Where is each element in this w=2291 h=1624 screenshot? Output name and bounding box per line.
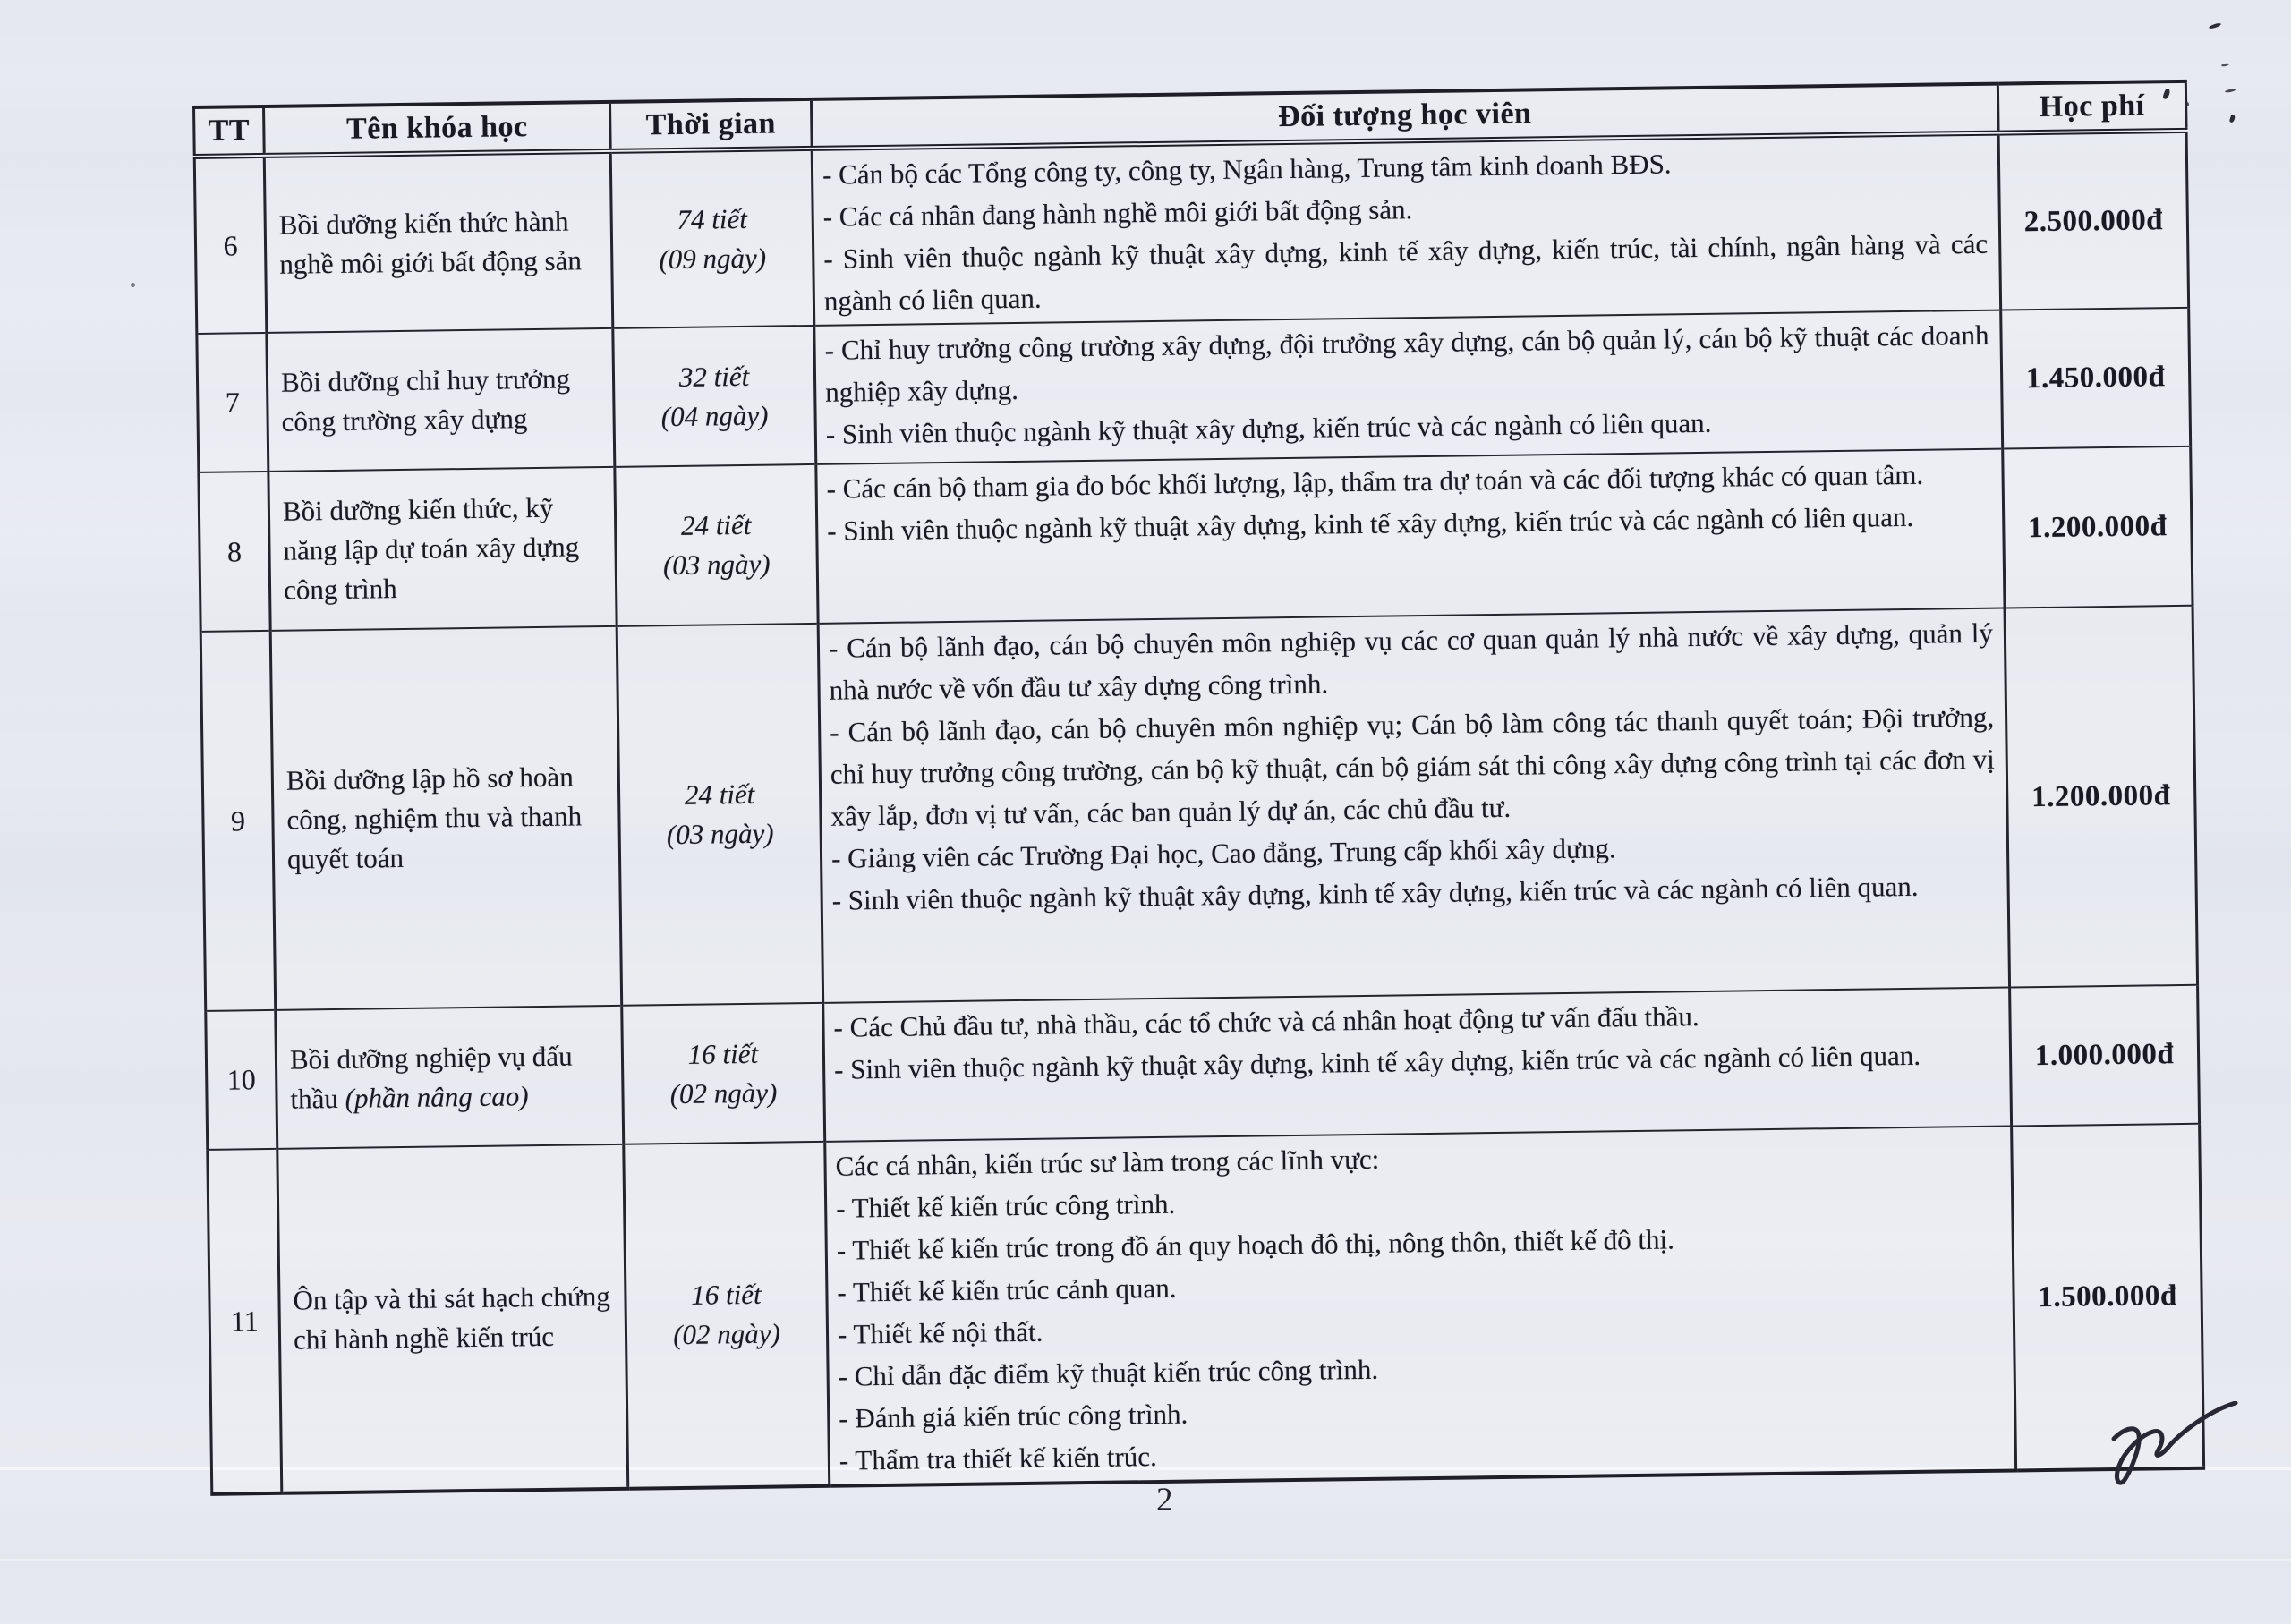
course-duration: 24 tiết (03 ngày) <box>617 624 823 1006</box>
course-fee: 1.500.000đ <box>2012 1124 2204 1471</box>
course-name-text: Bồi dưỡng kiến thức hành nghề môi giới bất động sản <box>278 205 583 280</box>
course-duration: 32 tiết (04 ngày) <box>613 326 816 467</box>
course-fee: 1.000.000đ <box>2010 985 2200 1127</box>
signature-initials-icon <box>2101 1401 2271 1535</box>
table-row <box>206 985 2200 1150</box>
course-name <box>268 467 617 631</box>
header-audience: Đối tượng học viên <box>811 84 1998 149</box>
course-audience: - Cán bộ lãnh đạo, cán bộ chuyên môn nghiệp vụ các cơ quan quản lý nhà nước về xây dựng, quản lý nhà nước về vốn đầu tư xây dựng công trình. - Cán bộ lãnh đạo, cán bộ chuyên môn nghiệp vụ; Cán bộ làm công tác thanh quyết toán; Đội trưởng, chỉ huy trưởng công trường, cán bộ kỹ thuật, cán bộ giám sát thi công xây dựng công trình tại các đơn vị xây lắp, đơn vị tư vấn, các ban quản lý dự án, các chủ đầu tư. - Giảng viên các Trường Đại học, Cao đẳng, Trung cấp khối xây dựng. - Sinh viên thuộc ngành kỹ thuật xây dựng, kinh tế xây dựng, kiến trúc và các ngành có liên quan. <box>818 608 2009 1003</box>
course-name <box>267 328 615 472</box>
course-name-text: Bồi dưỡng chỉ huy trưởng công trường xây dựng <box>280 362 571 438</box>
course-audience: - Cán bộ các Tổng công ty, công ty, Ngân hàng, Trung tâm kinh doanh BĐS. - Các cá nhân đang hành nghề môi giới bất động sản. - Sinh viên thuộc ngành kỹ thuật xây dựng, kinh tế xây dựng, kiến trúc, tài chính, ngân hàng và các ngành có liên quan. <box>812 133 2000 326</box>
row-number: 6 <box>194 156 267 334</box>
row-number: 8 <box>199 472 270 632</box>
ink-speck <box>2221 63 2229 67</box>
row-number: 10 <box>206 1010 277 1150</box>
ink-speck <box>2185 102 2189 106</box>
course-audience: - Chỉ huy trưởng công trường xây dựng, đội trưởng xây dựng, cán bộ quản lý, cán bộ kỹ thuật các doanh nghiệp xây dựng. - Sinh viên thuộc ngành kỹ thuật xây dựng, kiến trúc và các ngành có liên quan. <box>814 310 2003 464</box>
course-name <box>264 151 613 333</box>
header-course-name: Tên khóa học <box>264 102 611 156</box>
course-name-note: (phần nâng cao) <box>345 1079 529 1114</box>
course-duration: 16 tiết (02 ngày) <box>622 1003 825 1144</box>
course-name <box>270 626 622 1010</box>
course-name-text: Bồi dưỡng lập hồ sơ hoàn công, nghiệm thu và thanh quyết toán <box>285 761 583 875</box>
course-fee: 1.200.000đ <box>2005 606 2198 988</box>
row-number: 9 <box>200 631 276 1011</box>
ink-speck <box>2229 114 2236 123</box>
course-name <box>277 1144 628 1493</box>
course-audience: - Các cán bộ tham gia đo bóc khối lượng, lập, thẩm tra dự toán và các đối tượng khác có quan tâm. - Sinh viên thuộc ngành kỹ thuật xây dựng, kinh tế xây dựng, kiến trúc và các ngành có liên quan. <box>816 449 2005 624</box>
table-row <box>199 446 2193 632</box>
row-number: 7 <box>197 333 268 472</box>
course-fee: 1.450.000đ <box>2001 308 2191 449</box>
course-duration: 24 tiết (03 ngày) <box>615 464 818 626</box>
ink-speck <box>131 283 135 287</box>
ink-speck <box>2209 22 2222 30</box>
course-duration: 74 tiết (09 ngày) <box>610 149 814 328</box>
row-number: 11 <box>208 1149 282 1494</box>
course-fee: 2.500.000đ <box>1998 131 2189 310</box>
course-fee: 1.200.000đ <box>2003 446 2193 608</box>
course-fee-table-wrapper <box>192 80 2202 1496</box>
header-tt: TT <box>194 106 265 157</box>
course-name-text: Bồi dưỡng kiến thức, kỹ năng lập dự toán xây dựng công trình <box>282 491 580 606</box>
table-row <box>208 1124 2204 1494</box>
ink-speck <box>2225 89 2236 93</box>
table-row <box>194 131 2188 334</box>
course-audience: - Các Chủ đầu tư, nhà thầu, các tổ chức và cá nhân hoạt động tư vấn đấu thầu. - Sinh viên thuộc ngành kỹ thuật xây dựng, kinh tế xây dựng, kiến trúc và các ngành có liên quan. <box>823 988 2012 1142</box>
course-name <box>276 1006 624 1149</box>
course-name-text: Bồi dưỡng nghiệp vụ đấu thầu <box>289 1040 573 1115</box>
course-name-text: Ôn tập và thi sát hạch chứng chỉ hành nghề kiến trúc <box>293 1280 610 1356</box>
header-fee: Học phí <box>1997 81 2186 133</box>
scan-artifact-line <box>0 1559 2291 1561</box>
course-audience: Các cá nhân, kiến trúc sư làm trong các lĩnh vực: - Thiết kế kiến trúc công trình. - Thiết kế kiến trúc trong đồ án quy hoạch đô thị, nông thôn, thiết kế đô thị. - Thiết kế kiến trúc cảnh quan. - Thiết kế nội thất. - Chỉ dẫn đặc điểm kỹ thuật kiến trúc công trình. - Đánh giá kiến trúc công trình. - Thẩm tra thiết kế kiến trúc. <box>825 1126 2016 1485</box>
course-duration: 16 tiết (02 ngày) <box>624 1142 830 1489</box>
header-duration: Thời gian <box>609 99 812 151</box>
course-fee-table <box>192 80 2205 1496</box>
table-row <box>200 606 2197 1011</box>
page-number: 2 <box>1156 1482 1173 1518</box>
table-row <box>197 308 2191 472</box>
